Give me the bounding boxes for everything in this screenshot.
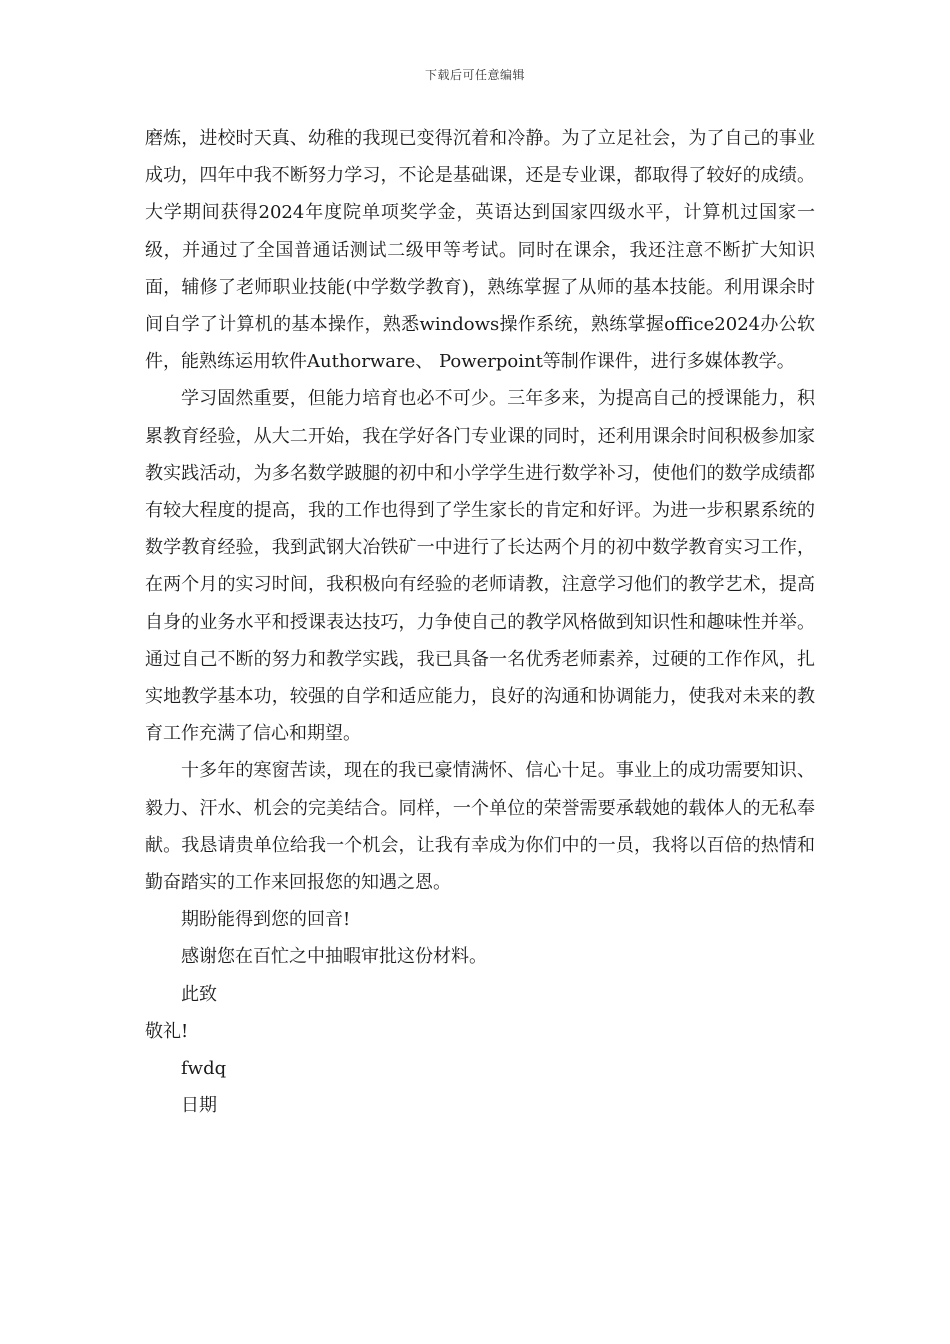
date-label: 日期: [181, 1095, 217, 1117]
signature: fwdq: [181, 1058, 227, 1080]
closing-thanks: 感谢您在百忙之中抽暇审批这份材料。: [181, 946, 487, 968]
closing-salutation: 此致: [181, 983, 217, 1005]
closing-hope: 期盼能得到您的回音!: [181, 909, 351, 931]
paragraph-1: 磨炼，进校时天真、幼稚的我现已变得沉着和冷静。为了立足社会，为了自己的事业成功，四年中我不断努力学习，不论是基础课，还是专业课，都取得了较好的成绩。大学期间获得2024年度院单项奖学金，英语达到国家四级水平，计算机过国家一级，并通过了全国普通话测试二级甲等考试。同时在课余，我还注意不断扩大知识面，辅修了老师职业技能(中学数学教育)，熟练掌握了从师的基本技能。利用课余时间自学了计算机的基本操作，熟悉windows操作系统，熟练掌握office2024办公软件，能熟练运用软件Authorware、 Powerpoint等制作课件，进行多媒体教学。: [145, 128, 815, 373]
letter-body: [145, 120, 815, 1124]
closing-regards: 敬礼!: [145, 1020, 189, 1042]
page-header: 下载后可任意编辑: [424, 68, 525, 82]
paragraph-2: 学习固然重要，但能力培育也必不可少。三年多来，为提高自己的授课能力，积累教育经验，从大二开始，我在学好各门专业课的同时，还利用课余时间积极参加家教实践活动，为多名数学跛腿的初中和小学学生进行数学补习，使他们的数学成绩都有较大程度的提高，我的工作也得到了学生家长的肯定和好评。为进一步积累系统的数学教育经验，我到武钢大冶铁矿一中进行了长达两个月的初中数学教育实习工作，在两个月的实习时间，我积极向有经验的老师请教，注意学习他们的教学艺术，提高自身的业务水平和授课表达技巧，力争使自己的教学风格做到知识性和趣味性并举。通过自己不断的努力和教学实践，我已具备一名优秀老师素养，过硬的工作作风，扎实地教学基本功，较强的自学和适应能力，良好的沟通和协调能力，使我对未来的教育工作充满了信心和期望。: [145, 388, 815, 745]
paragraph-3: 十多年的寒窗苦读，现在的我已豪情满怀、信心十足。事业上的成功需要知识、毅力、汗水、机会的完美结合。同样，一个单位的荣誉需要承载她的载体人的无私奉献。我恳请贵单位给我一个机会，让我有幸成为你们中的一员，我将以百倍的热情和勤奋踏实的工作来回报您的知遇之恩。: [145, 760, 815, 894]
